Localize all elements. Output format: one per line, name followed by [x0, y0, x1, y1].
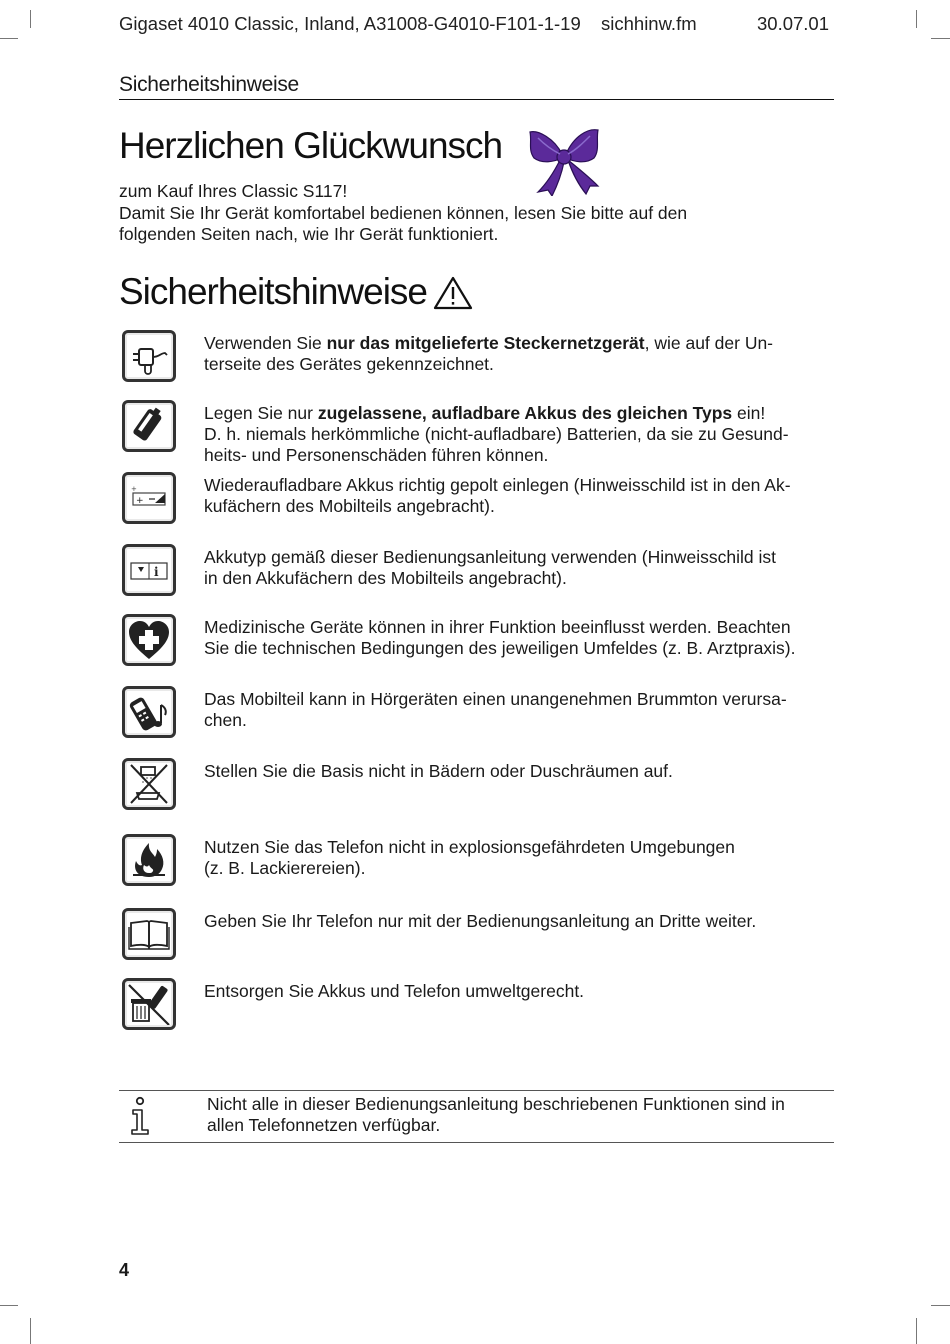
- safety-item-text: [204, 547, 840, 589]
- battery-polarity-icon: [127, 477, 171, 519]
- info-icon: [128, 1096, 152, 1136]
- item-text-post: , wie auf der Un- terseite des Gerätes gekennzeichnet.: [204, 333, 774, 374]
- manual-info-icon: [122, 544, 176, 596]
- crop-mark: [30, 10, 31, 28]
- note-box: [119, 1090, 834, 1143]
- explosion-flame-icon: [127, 839, 171, 881]
- safety-item-text: [204, 403, 840, 466]
- crop-mark: [30, 1318, 31, 1344]
- page-number: 4: [119, 1260, 130, 1280]
- file-name: sichhinw.fm: [601, 13, 697, 34]
- crop-mark: [931, 38, 950, 39]
- disposal-bin-icon: [122, 978, 176, 1030]
- item-text-pre: Wiederaufladbare Akkus richtig gepolt einlegen (Hinweisschild ist in den Ak- kufächern des Mobilteils angebracht).: [204, 475, 791, 516]
- svg-text:i: i: [154, 565, 159, 579]
- svg-text:+: +: [131, 485, 137, 493]
- battery-icon: [127, 405, 171, 447]
- crop-mark: [916, 1318, 917, 1344]
- note-text: Nicht alle in dieser Bedienungsanleitung beschriebenen Funktionen sind in allen Telefonnetzen verfügbar.: [207, 1094, 785, 1135]
- safety-heading: Sicherheitshinweise: [119, 271, 428, 312]
- intro-line: zum Kauf Ihres Classic S117!: [119, 181, 348, 201]
- item-text-pre: Geben Sie Ihr Telefon nur mit der Bedienungsanleitung an Dritte weiter.: [204, 911, 757, 931]
- item-text-pre: Akkutyp gemäß dieser Bedienungsanleitung verwenden (Hinweisschild ist in den Akkufächern des Mobilteils angebracht).: [204, 547, 776, 588]
- intro-line: Damit Sie Ihr Gerät komfortabel bedienen können, lesen Sie bitte auf den: [119, 202, 688, 223]
- handset-hearing-aid-icon: [122, 686, 176, 738]
- safety-item-text: [204, 911, 840, 932]
- document-id: Gigaset 4010 Classic, Inland, A31008-G4010-F101-1-19: [119, 13, 581, 34]
- item-text-pre: Das Mobilteil kann in Hörgeräten einen unangenehmen Brummton verursa- chen.: [204, 689, 787, 730]
- explosion-flame-icon: [122, 834, 176, 886]
- safety-item-text: [204, 689, 840, 731]
- manual-info-icon: [127, 549, 171, 591]
- item-text-post: ein! D. h. niemals herkömmliche (nicht-aufladbare) Batterien, da sie zu Gesund- heits- und Personenschäden führen können.: [204, 403, 789, 465]
- medical-heart-icon: [122, 614, 176, 666]
- power-adapter-icon: [122, 330, 176, 382]
- handset-hearing-aid-icon: [127, 691, 171, 733]
- intro-line: folgenden Seiten nach, wie Ihr Gerät funktioniert.: [119, 224, 499, 244]
- crop-mark: [0, 1305, 18, 1306]
- safety-item-text: [204, 475, 840, 517]
- safety-item-text: [204, 981, 840, 1002]
- item-text-bold: zugelassene, aufladbare Akkus des gleichen Typs: [317, 403, 733, 423]
- no-shower-icon: [127, 763, 171, 805]
- open-book-icon: [122, 908, 176, 960]
- section-label: Sicherheitshinweise: [119, 73, 834, 100]
- intro-paragraph: [119, 181, 819, 246]
- item-text-pre: Legen Sie nur: [204, 403, 318, 423]
- crop-mark: [0, 38, 18, 39]
- battery-polarity-icon: [122, 472, 176, 524]
- battery-icon: [122, 400, 176, 452]
- safety-item-text: [204, 333, 840, 375]
- item-text-pre: Medizinische Geräte können in ihrer Funktion beeinflusst werden. Beachten Sie die technischen Bedingungen des jeweiligen Umfeldes (z. B. Arztpraxis).: [204, 617, 796, 658]
- crop-mark: [931, 1305, 950, 1306]
- no-shower-icon: [122, 758, 176, 810]
- disposal-bin-icon: [127, 983, 171, 1025]
- power-adapter-icon: [127, 335, 171, 377]
- item-text-pre: Nutzen Sie das Telefon nicht in explosionsgefährdeten Umgebungen (z. B. Lackierereien).: [204, 837, 735, 878]
- item-text-bold: nur das mitgelieferte Steckernetzgerät: [326, 333, 645, 353]
- warning-triangle-icon: [433, 276, 473, 310]
- item-text-pre: Stellen Sie die Basis nicht in Bädern oder Duschräumen auf.: [204, 761, 673, 781]
- crop-mark: [916, 10, 917, 28]
- medical-heart-icon: [127, 619, 171, 661]
- safety-item-text: [204, 837, 840, 879]
- safety-item-text: [204, 761, 840, 782]
- item-text-pre: Verwenden Sie: [204, 333, 327, 353]
- svg-text:+: +: [136, 496, 144, 506]
- document-date: 30.07.01: [757, 13, 830, 34]
- safety-item-text: [204, 617, 840, 659]
- congrats-heading: Herzlichen Glückwunsch: [119, 125, 503, 166]
- open-book-icon: [127, 913, 171, 955]
- item-text-pre: Entsorgen Sie Akkus und Telefon umweltgerecht.: [204, 981, 585, 1001]
